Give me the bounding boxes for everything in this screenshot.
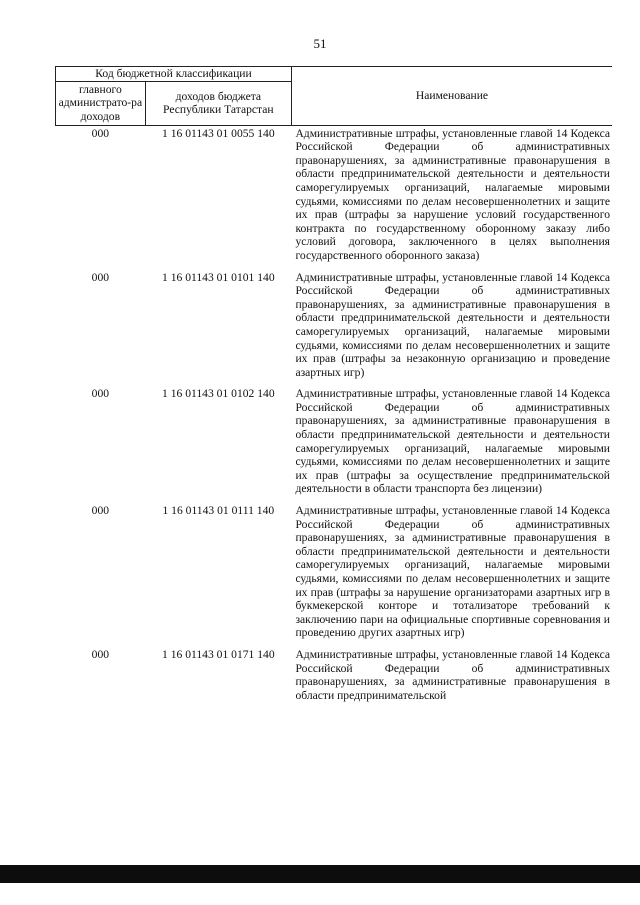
- page-number: 51: [313, 36, 327, 51]
- name-cell: Административные штрафы, установленные главой 14 Кодекса Российской Федерации об административных правонарушениях, за административные правонарушения в области предпринимательской деятельности и деятельности саморегулируемых организаций, налагаемые мировыми судьями, комиссиями по делам несовершеннолетних и защите их прав (штрафы за незаконную организацию и проведение азартных игр): [295, 270, 610, 379]
- scan-edge-bar: [0, 865, 640, 883]
- income-code-cell: 1 16 01143 01 0055 140: [162, 126, 275, 140]
- admin-code-cell: 000: [91, 126, 110, 140]
- admin-code-cell: 000: [91, 270, 110, 284]
- header-income: доходов бюджета Республики Татарстан: [145, 81, 291, 125]
- table-row: [56, 647, 613, 709]
- admin-code-cell: 000: [91, 647, 110, 661]
- income-code-cell: 1 16 01143 01 0111 140: [162, 504, 275, 518]
- name-cell: Административные штрафы, установленные главой 14 Кодекса Российской Федерации об административных правонарушениях, за административные правонарушения в области предпринимательской деятельности и деятельности саморегулируемых организаций, налагаемые мировыми судьями, комиссиями по делам несовершеннолетних и защите их прав (штрафы за осуществление предпринимательской деятельности в области транспорта без лицензии): [295, 387, 610, 496]
- income-code-cell: 1 16 01143 01 0171 140: [162, 647, 275, 661]
- header-name: Наименование: [291, 67, 612, 126]
- table-row: [56, 386, 613, 503]
- income-code-cell: 1 16 01143 01 0101 140: [162, 270, 275, 284]
- admin-code-cell: 000: [91, 504, 110, 518]
- header-admin: главного администрато-ра доходов: [56, 81, 146, 125]
- name-cell: Административные штрафы, установленные главой 14 Кодекса Российской Федерации об административных правонарушениях, за административные правонарушения в области предпринимательской деятельности и деятельности саморегулируемых организаций, налагаемые мировыми судьями, комиссиями по делам несовершеннолетних и защите их прав (штрафы за нарушение условий государственного контракта по государственному оборонному заказу либо условий договора, заключенного в целях выполнения государственного оборонного заказа): [295, 126, 610, 262]
- table-row: [56, 270, 613, 387]
- name-cell: Административные штрафы, установленные главой 14 Кодекса Российской Федерации об административных правонарушениях, за административные правонарушения в области предпринимательской деятельности и деятельности саморегулируемых организаций, налагаемые мировыми судьями, комиссиями по делам несовершеннолетних и защите их прав (штрафы за нарушение организаторами азартных игр в букмекерской конторе и тотализаторе требований к заключению пари на официальные спортивные соревнования и проведению других азартных игр): [295, 504, 610, 640]
- table-row: [56, 503, 613, 647]
- budget-classification-table: [55, 66, 612, 709]
- header-group-label: Код бюджетной классификации: [56, 67, 292, 82]
- income-code-cell: 1 16 01143 01 0102 140: [162, 387, 275, 401]
- admin-code-cell: 000: [91, 387, 110, 401]
- table-row: [56, 125, 613, 269]
- name-cell: Административные штрафы, установленные главой 14 Кодекса Российской Федерации об административных правонарушениях, за административные правонарушения в области предпринимательской: [295, 647, 610, 702]
